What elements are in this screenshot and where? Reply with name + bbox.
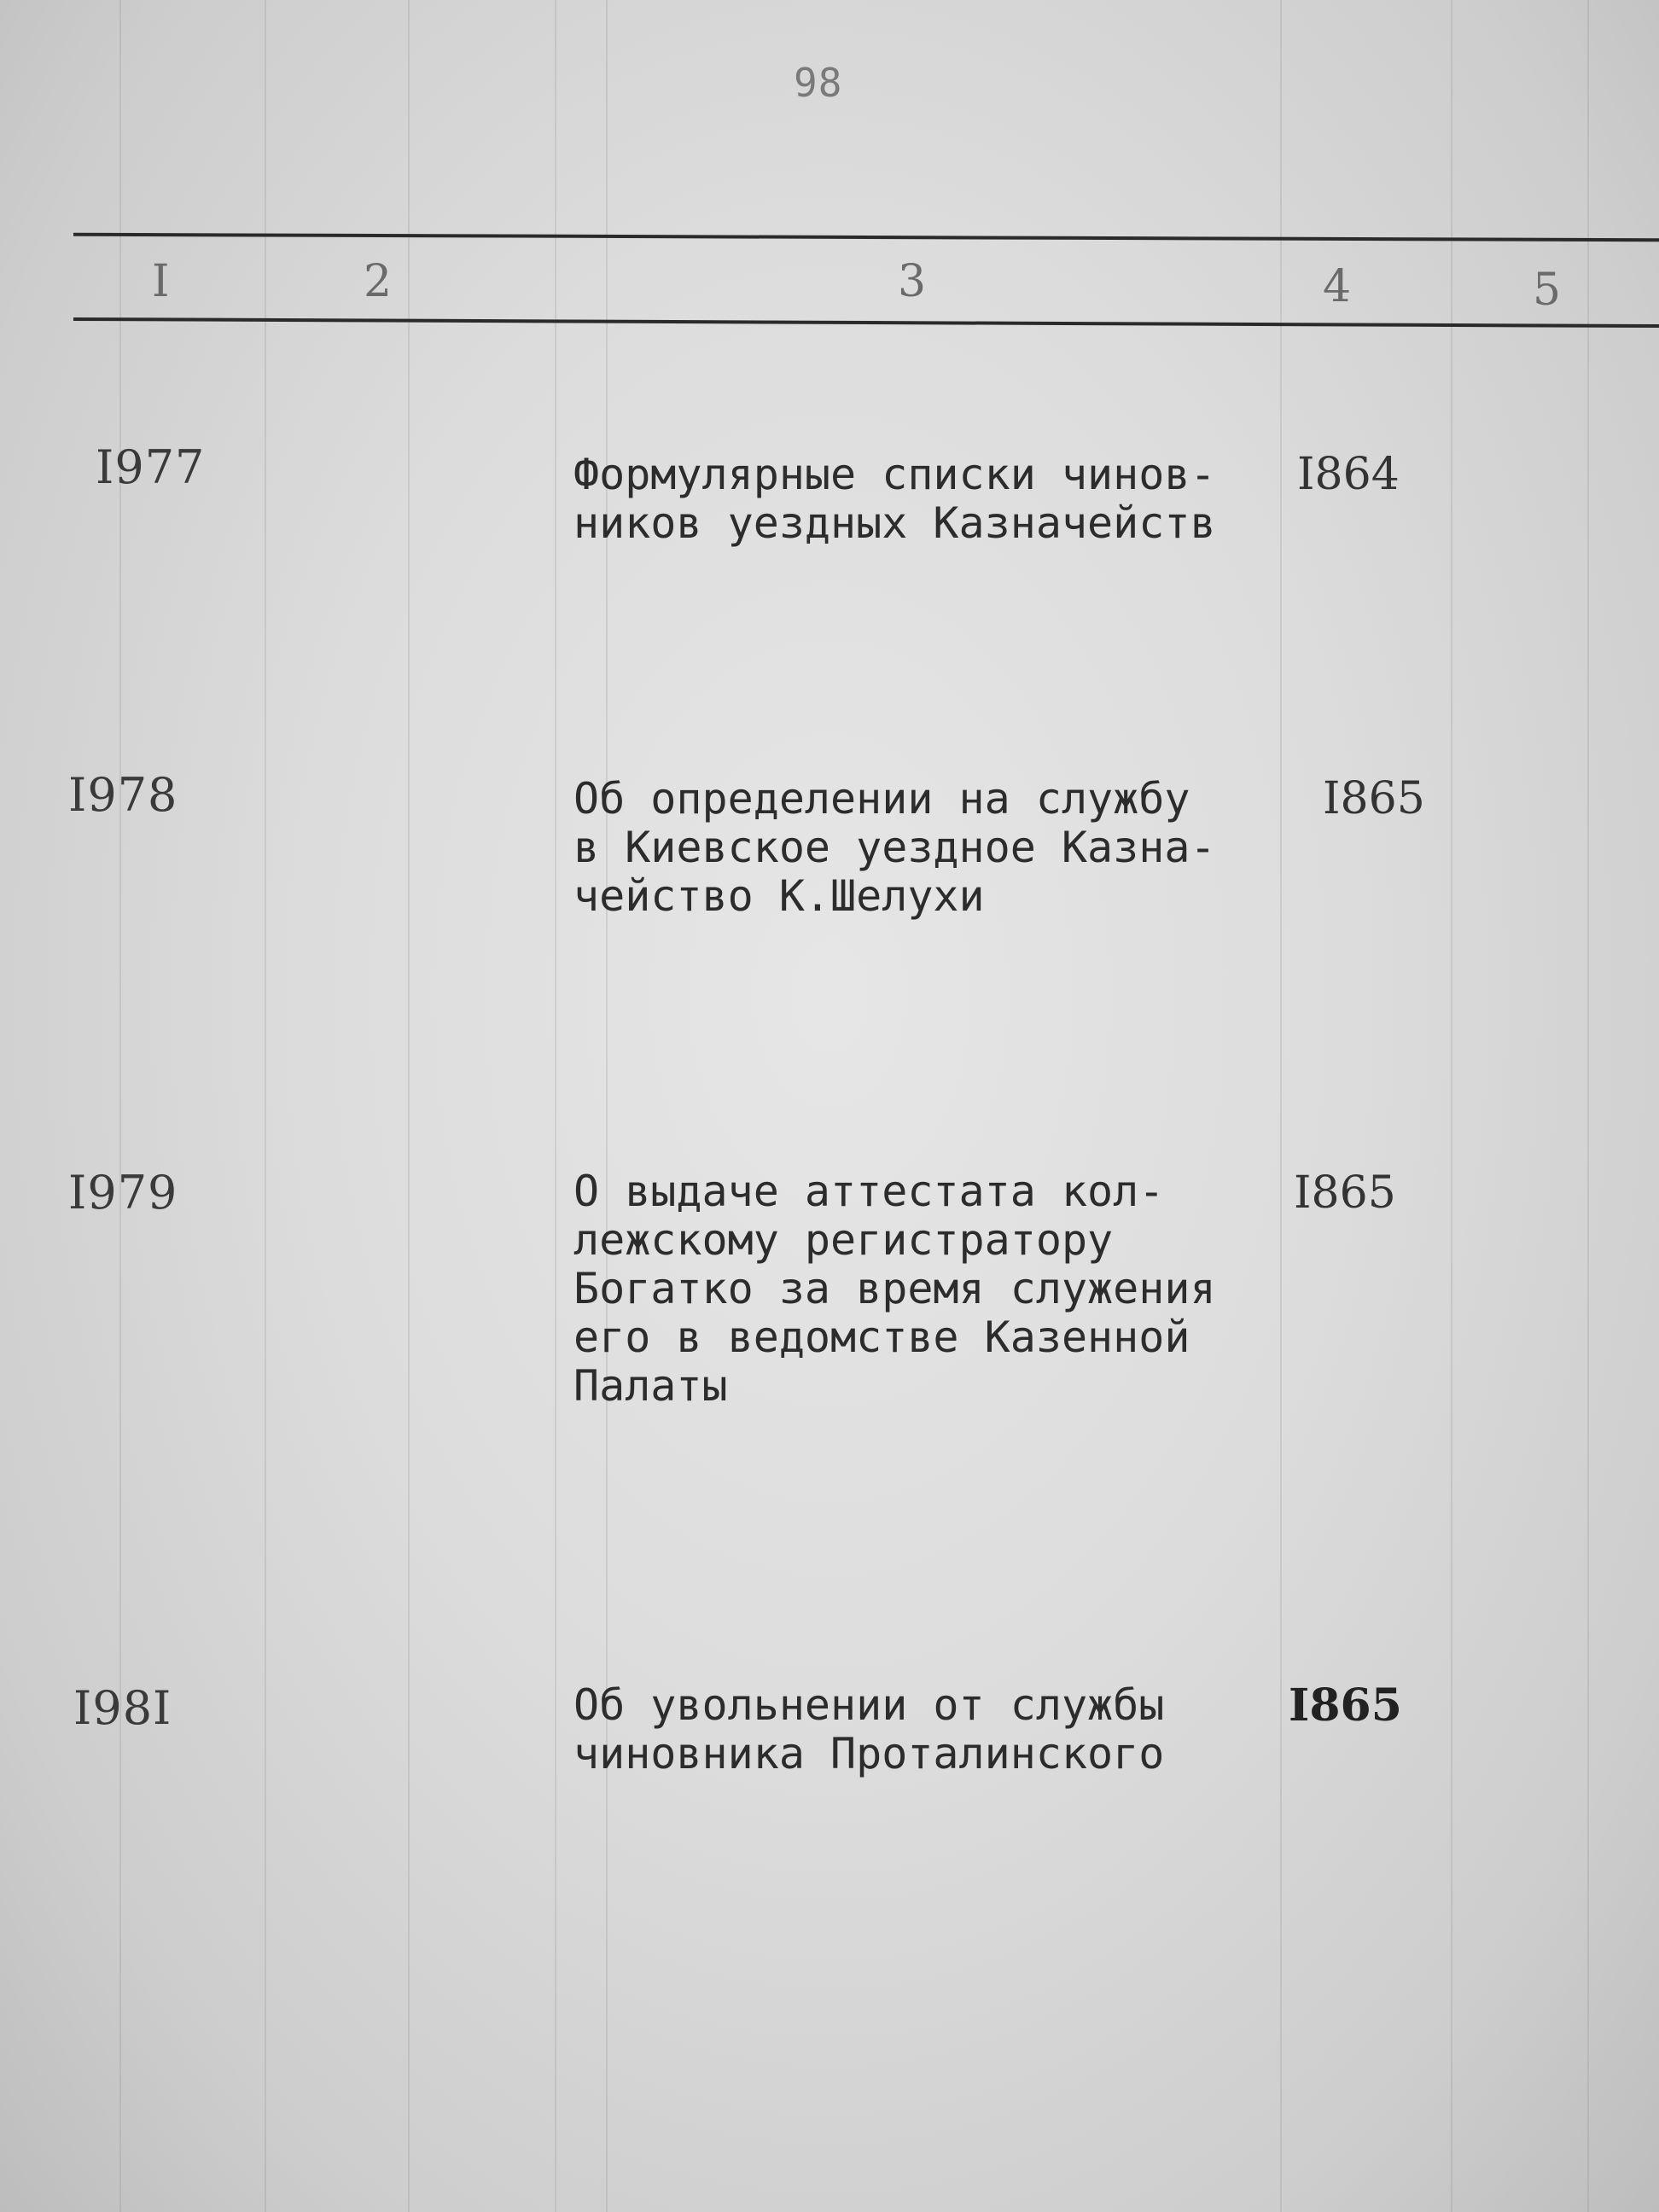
- entry-number: I98I: [73, 1681, 172, 1735]
- entry-year: I865: [1289, 1679, 1402, 1732]
- entry-year: I865: [1323, 773, 1425, 824]
- ruling-line: [1587, 0, 1589, 2212]
- entry-title: Формулярные списки чинов- ников уездных Казначейств: [573, 450, 1216, 548]
- entry-title: О выдаче аттестата кол- лежскому регистратору Богатко за время служения его в ведомстве Казенной Палаты: [573, 1167, 1216, 1411]
- ruling-line: [606, 0, 608, 2212]
- entry-title: Об определении на службу в Киевское уездное Казна- чейство К.Шелухи: [573, 774, 1216, 921]
- entry-year: I865: [1294, 1167, 1396, 1219]
- ruling-line: [555, 0, 556, 2212]
- ruling-line: [408, 0, 410, 2212]
- entry-number: I977: [96, 440, 206, 494]
- entry-year: I864: [1297, 449, 1400, 500]
- column-number-4: 4: [1323, 261, 1352, 312]
- ruling-line: [1451, 0, 1452, 2212]
- column-number-1: I: [152, 256, 170, 307]
- column-number-2: 2: [364, 256, 393, 307]
- page-number: 98: [794, 60, 843, 106]
- header-bottom-rule: [73, 317, 1659, 328]
- entry-number: I979: [68, 1166, 178, 1220]
- entry-title: Об увольнении от службы чиновника Проталинского: [573, 1680, 1165, 1778]
- column-number-5: 5: [1533, 265, 1562, 316]
- column-number-3: 3: [898, 256, 927, 307]
- ruling-line: [265, 0, 266, 2212]
- header-top-rule: [73, 233, 1659, 242]
- ruling-line: [119, 0, 121, 2212]
- ruling-line: [1280, 0, 1282, 2212]
- entry-number: I978: [68, 768, 178, 822]
